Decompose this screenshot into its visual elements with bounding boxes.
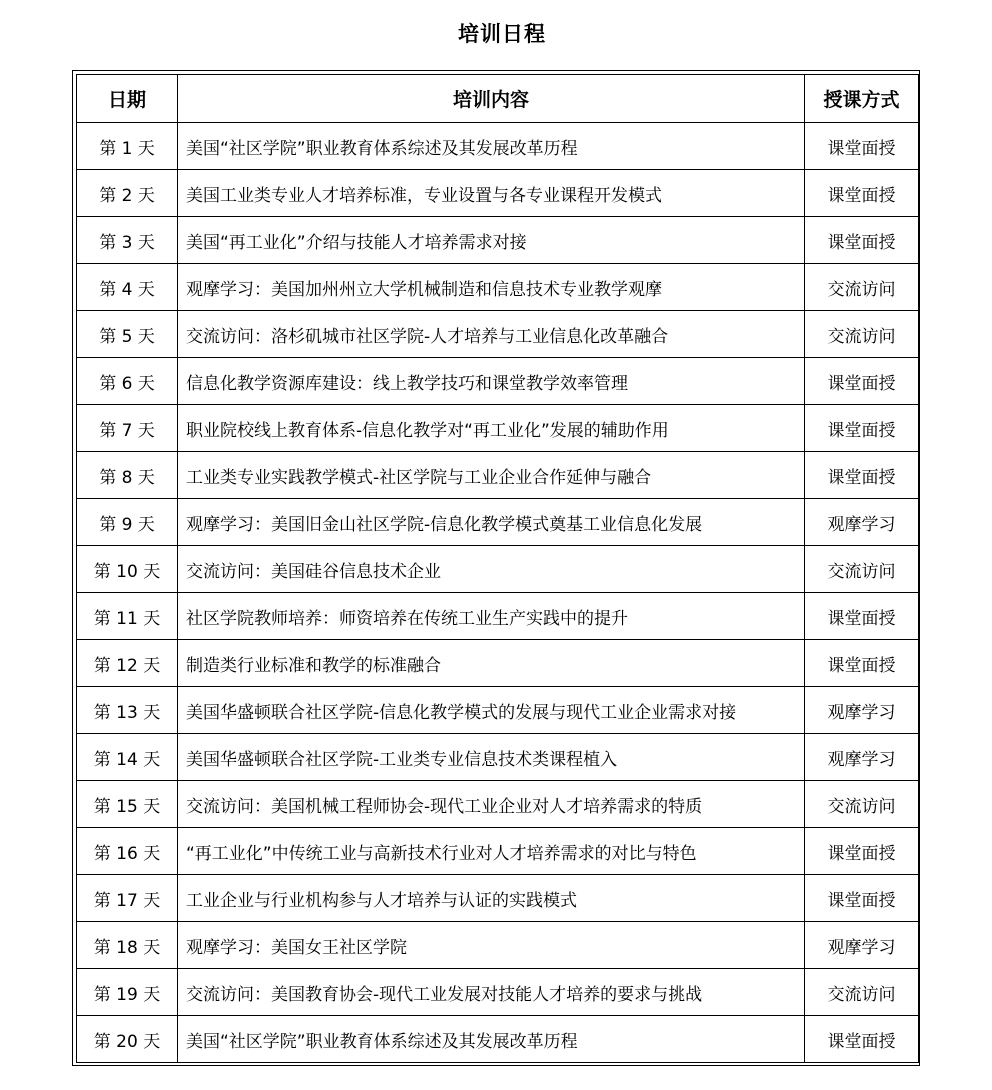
cell-method: 交流访问 [805,781,919,828]
cell-day: 第 11 天 [77,593,178,640]
cell-day: 第 14 天 [77,734,178,781]
table-row [77,452,919,499]
cell-method: 课堂面授 [805,875,919,922]
cell-content: 社区学院教师培养：师资培养在传统工业生产实践中的提升 [178,593,805,640]
cell-day: 第 3 天 [77,217,178,264]
header-content: 培训内容 [178,75,805,123]
cell-content: 美国“社区学院”职业教育体系综述及其发展改革历程 [178,1016,805,1063]
cell-day: 第 2 天 [77,170,178,217]
cell-method: 交流访问 [805,264,919,311]
cell-method: 观摩学习 [805,687,919,734]
cell-method: 观摩学习 [805,734,919,781]
cell-content: 观摩学习：美国女王社区学院 [178,922,805,969]
table-row [77,593,919,640]
table-row [77,264,919,311]
table-row [77,358,919,405]
table-row [77,499,919,546]
cell-day: 第 5 天 [77,311,178,358]
cell-day: 第 12 天 [77,640,178,687]
cell-content: 美国华盛顿联合社区学院-工业类专业信息技术类课程植入 [178,734,805,781]
cell-method: 课堂面授 [805,405,919,452]
cell-content: 交流访问：美国教育协会-现代工业发展对技能人才培养的要求与挑战 [178,969,805,1016]
cell-day: 第 9 天 [77,499,178,546]
cell-content: 美国“社区学院”职业教育体系综述及其发展改革历程 [178,123,805,170]
cell-method: 课堂面授 [805,217,919,264]
cell-day: 第 17 天 [77,875,178,922]
cell-method: 交流访问 [805,546,919,593]
table-row [77,875,919,922]
header-method: 授课方式 [805,75,919,123]
cell-content: 交流访问：洛杉矶城市社区学院-人才培养与工业信息化改革融合 [178,311,805,358]
cell-method: 课堂面授 [805,170,919,217]
table-row [77,640,919,687]
cell-method: 课堂面授 [805,640,919,687]
cell-method: 观摩学习 [805,922,919,969]
cell-day: 第 7 天 [77,405,178,452]
cell-day: 第 18 天 [77,922,178,969]
cell-method: 交流访问 [805,969,919,1016]
cell-content: 工业企业与行业机构参与人才培养与认证的实践模式 [178,875,805,922]
table-row [77,170,919,217]
cell-day: 第 15 天 [77,781,178,828]
table-row [77,828,919,875]
table-row [77,311,919,358]
cell-day: 第 19 天 [77,969,178,1016]
table-row [77,1016,919,1063]
header-day: 日期 [77,75,178,123]
cell-method: 课堂面授 [805,593,919,640]
cell-method: 课堂面授 [805,452,919,499]
cell-day: 第 8 天 [77,452,178,499]
table-row [77,217,919,264]
cell-method: 课堂面授 [805,358,919,405]
cell-day: 第 6 天 [77,358,178,405]
page-title: 培训日程 [458,22,546,46]
cell-content: 美国华盛顿联合社区学院-信息化教学模式的发展与现代工业企业需求对接 [178,687,805,734]
table-body [77,123,919,1063]
cell-method: 课堂面授 [805,828,919,875]
cell-day: 第 1 天 [77,123,178,170]
cell-content: 交流访问：美国机械工程师协会-现代工业企业对人才培养需求的特质 [178,781,805,828]
cell-content: 信息化教学资源库建设：线上教学技巧和课堂教学效率管理 [178,358,805,405]
table-row [77,781,919,828]
cell-content: 美国“再工业化”介绍与技能人才培养需求对接 [178,217,805,264]
cell-content: 交流访问：美国硅谷信息技术企业 [178,546,805,593]
cell-method: 交流访问 [805,311,919,358]
cell-content: 观摩学习：美国旧金山社区学院-信息化教学模式奠基工业信息化发展 [178,499,805,546]
cell-content: 制造类行业标准和教学的标准融合 [178,640,805,687]
schedule-table [76,74,919,1063]
cell-day: 第 13 天 [77,687,178,734]
schedule-table-frame [72,70,920,1066]
cell-content: 职业院校线上教育体系-信息化教学对“再工业化”发展的辅助作用 [178,405,805,452]
table-row [77,969,919,1016]
cell-content: 观摩学习：美国加州州立大学机械制造和信息技术专业教学观摩 [178,264,805,311]
cell-content: 美国工业类专业人才培养标准，专业设置与各专业课程开发模式 [178,170,805,217]
cell-day: 第 4 天 [77,264,178,311]
table-row [77,687,919,734]
table-row [77,405,919,452]
cell-day: 第 16 天 [77,828,178,875]
cell-day: 第 10 天 [77,546,178,593]
table-row [77,734,919,781]
cell-method: 课堂面授 [805,1016,919,1063]
table-row [77,123,919,170]
table-row [77,546,919,593]
cell-content: “再工业化”中传统工业与高新技术行业对人才培养需求的对比与特色 [178,828,805,875]
cell-method: 课堂面授 [805,123,919,170]
cell-day: 第 20 天 [77,1016,178,1063]
cell-method: 观摩学习 [805,499,919,546]
table-header-row [77,75,919,123]
cell-content: 工业类专业实践教学模式-社区学院与工业企业合作延伸与融合 [178,452,805,499]
table-row [77,922,919,969]
